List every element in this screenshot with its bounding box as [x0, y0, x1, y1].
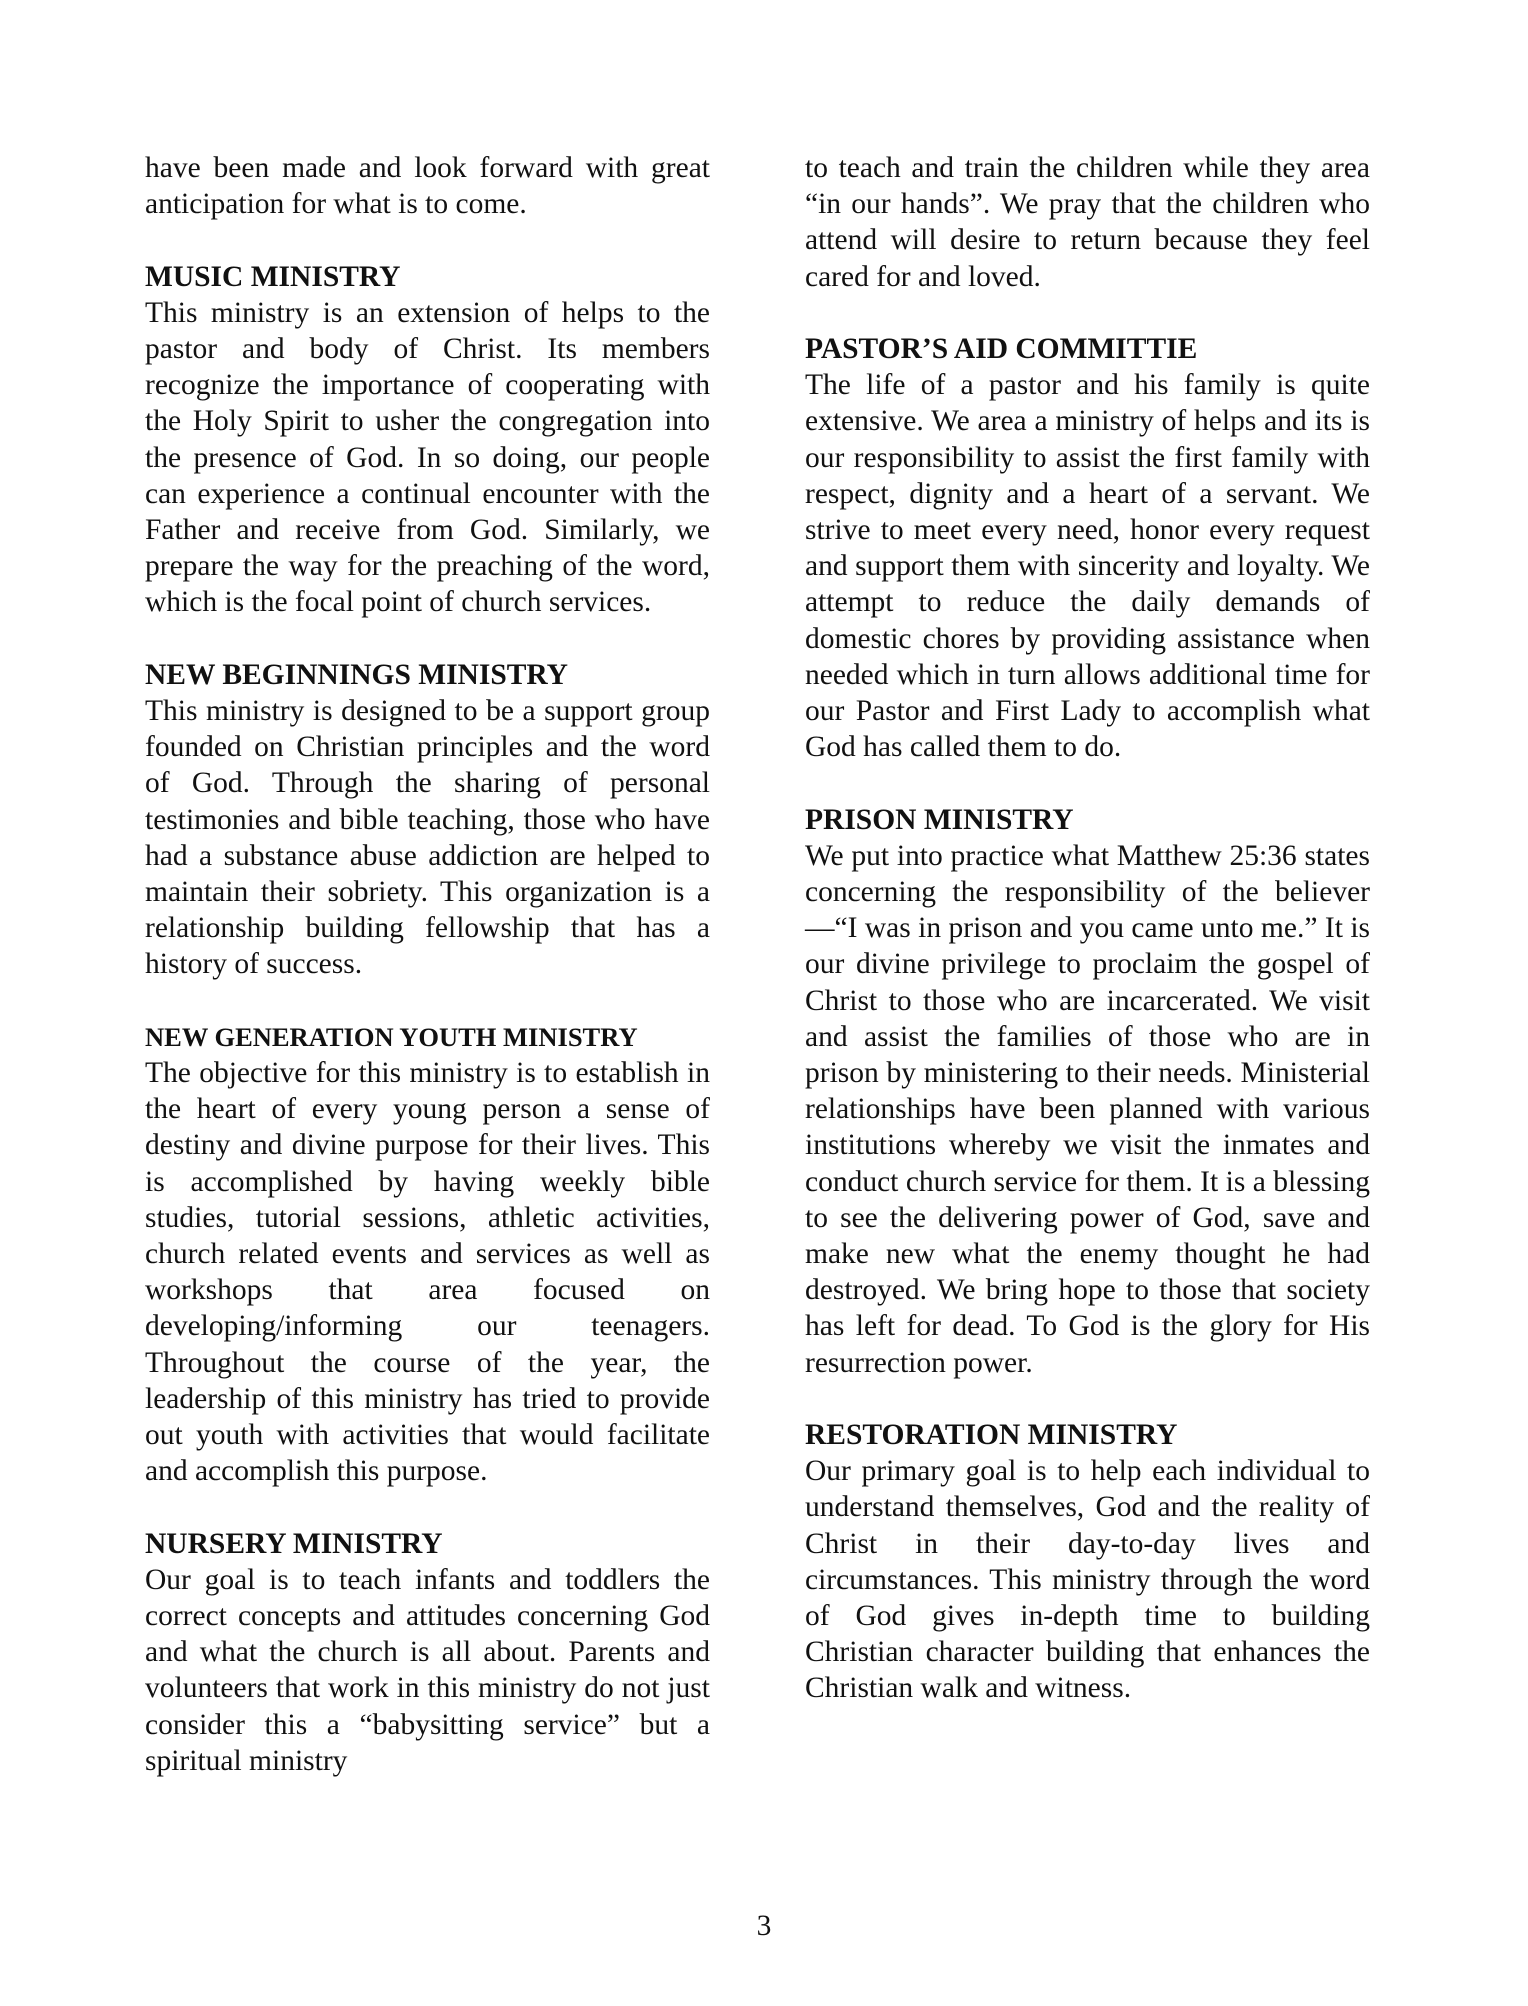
page-number: 3 — [756, 1910, 772, 1942]
section-heading: PASTOR’S AID COMMITTIE — [805, 333, 1198, 365]
section-new-beginnings-ministry — [145, 657, 710, 983]
section-heading: NEW BEGINNINGS MINISTRY — [145, 658, 568, 691]
section-body: This ministry is designed to be a support group founded on Christian principles and the word of God. Through the sharing of personal testimonies and bible teaching, those who have had a substance abuse addiction are helped to maintain their sobriety. This organization is a relationship building fellowship that has a history of success. — [145, 695, 710, 981]
section-body: Our primary goal is to help each individual to understand themselves, God and the reality of Christ in their day-to-day lives and circumstances. This ministry through the word of God gives in-depth time to building Christian character building that enhances the Christian walk and witness. — [805, 1455, 1370, 1705]
left-column — [145, 150, 710, 1779]
section-heading: PRISON MINISTRY — [805, 803, 1074, 836]
section-restoration-ministry — [805, 1417, 1370, 1707]
section-music-ministry — [145, 259, 710, 621]
section-body: Our goal is to teach infants and toddlers the correct concepts and attitudes concerning God and what the church is all about. Parents and volunteers that work in this ministry do not just consider this a “babysitting service” but a spiritual ministry — [145, 1563, 710, 1777]
section-new-generation-youth-ministry — [145, 1019, 710, 1490]
section-heading: MUSIC MINISTRY — [145, 260, 401, 293]
section-heading: NEW GENERATION YOUTH MINISTRY — [145, 1021, 638, 1052]
section-heading: NURSERY MINISTRY — [145, 1527, 443, 1560]
section-body: This ministry is an extension of helps to the pastor and body of Christ. Its members recognize the importance of cooperating with the Holy Spirit to usher the congregation into the presence of God. In so doing, our people can experience a continual encounter with the Father and receive from God. Similarly, we prepare the way for the preaching of the word, which is the focal point of church services. — [145, 296, 710, 619]
intro-paragraph-left: have been made and look forward with great anticipation for what is to come. — [145, 152, 710, 221]
intro-paragraph-right: to teach and train the children while they area “in our hands”. We pray that the children who attend will desire to return because they feel cared for and loved. — [805, 152, 1370, 293]
section-pastors-aid-committie — [805, 331, 1370, 765]
section-prison-ministry — [805, 802, 1370, 1381]
section-body: The life of a pastor and his family is quite extensive. We area a ministry of helps and its is our responsibility to assist the first family with respect, dignity and a heart of a servant. We strive to meet every need, honor every request and support them with sincerity and loyalty. We attempt to reduce the daily demands of domestic chores by providing assistance when needed which in turn allows additional time for our Pastor and First Lady to accomplish what God has called them to do. — [805, 369, 1370, 764]
section-body: The objective for this ministry is to establish in the heart of every young person a sense of destiny and divine purpose for their lives. This is accomplished by having weekly bible studies, tutorial sessions, athletic activities, church related events and services as well as workshops that area focused on developing/informing our teenagers. Throughout the course of the year, the leadership of this ministry has tried to provide out youth with activities that would facilitate and accomplish this purpose. — [145, 1057, 710, 1488]
right-column — [805, 150, 1370, 1707]
section-body: We put into practice what Matthew 25:36 states concerning the responsibility of the believer—“I was in prison and you came unto me.” It is our divine privilege to proclaim the gospel of Christ to those who are incarcerated. We visit and assist the families of those who are in prison by ministering to their needs. Ministerial relationships have been planned with various institutions whereby we visit the inmates and conduct church service for them. It is a blessing to see the delivering power of God, save and make new what the enemy thought he had destroyed. We bring hope to those that society has left for dead. To God is the glory for His resurrection power. — [805, 839, 1370, 1379]
section-nursery-ministry — [145, 1526, 710, 1779]
section-heading: RESTORATION MINISTRY — [805, 1419, 1178, 1452]
